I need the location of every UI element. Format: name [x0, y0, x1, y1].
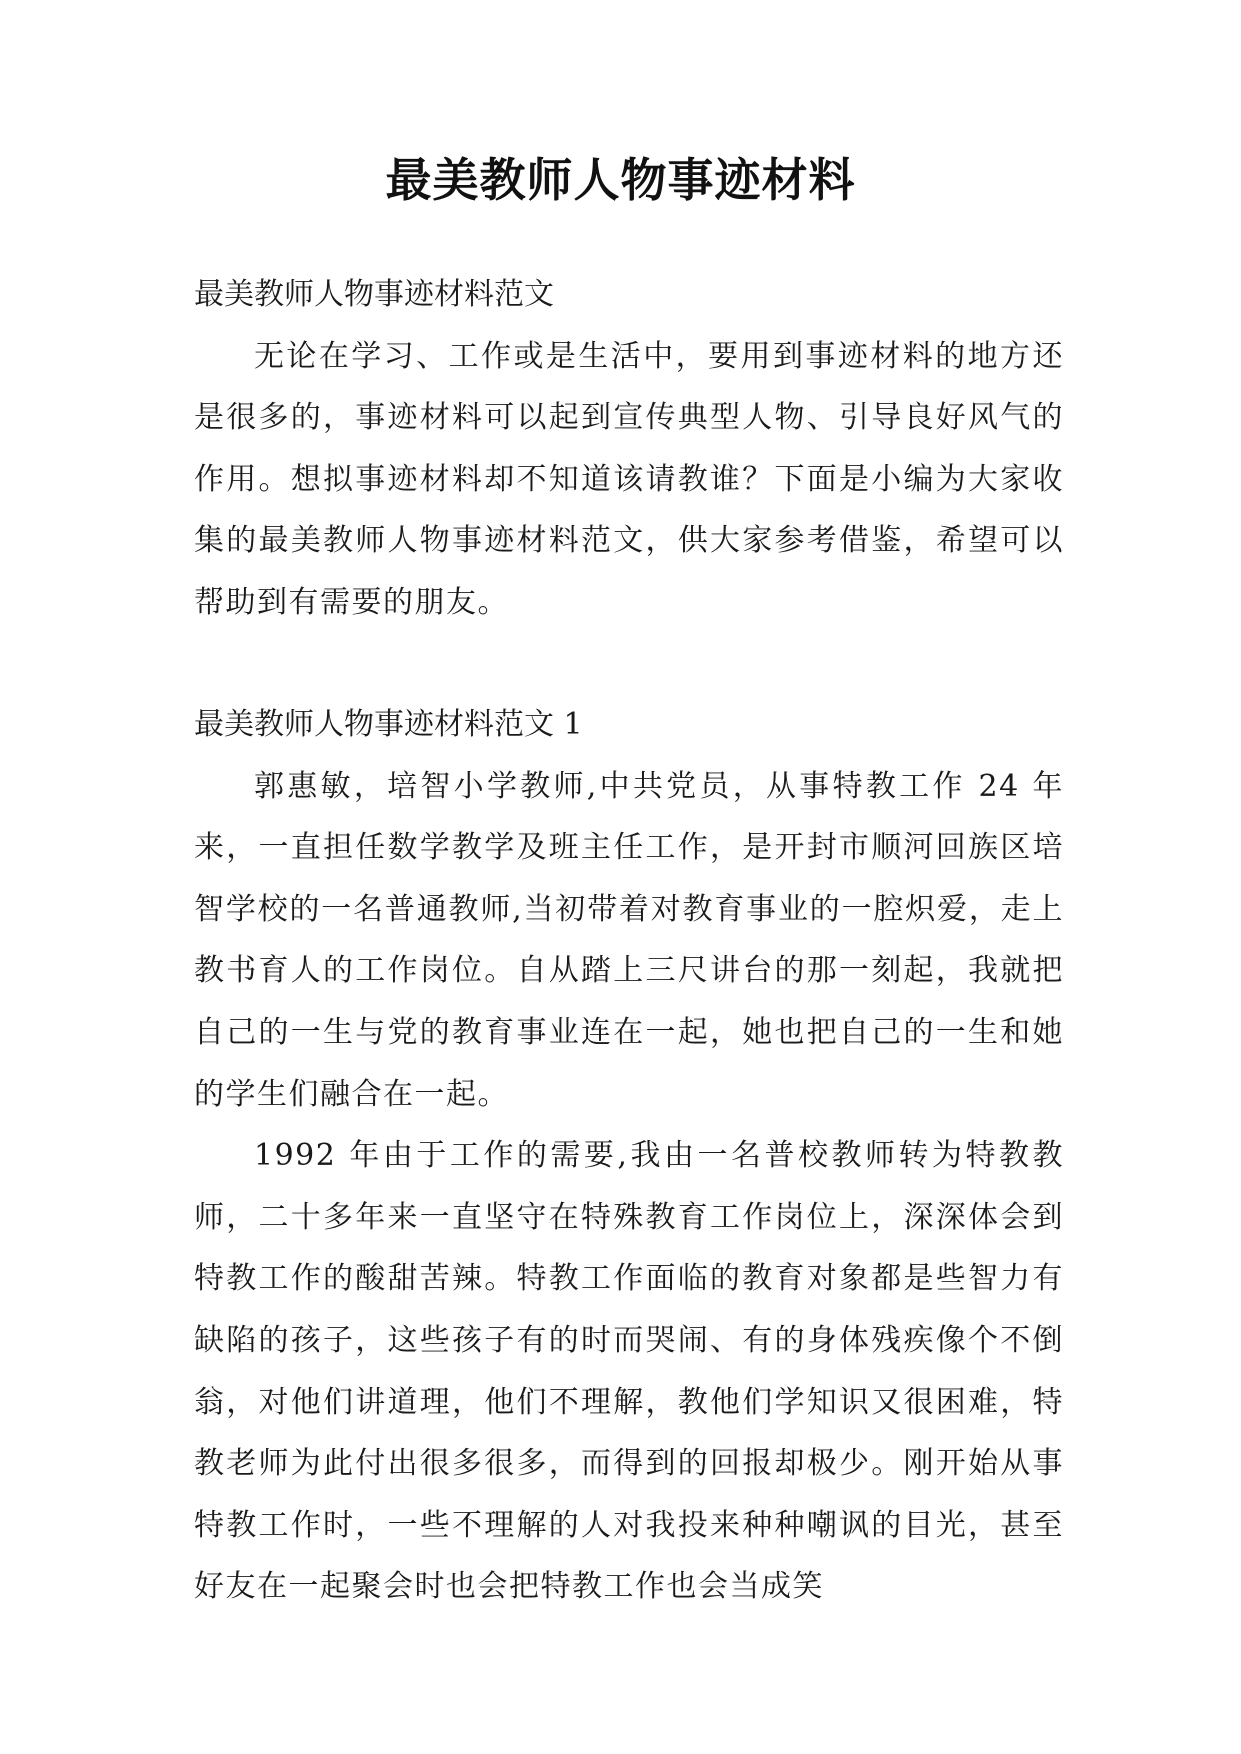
- intro-section: [194, 264, 1064, 634]
- intro-paragraph: 无论在学习、工作或是生活中，要用到事迹材料的地方还是很多的，事迹材料可以起到宣传典型人物、引导良好风气的作用。想拟事迹材料却不知道该请教谁？下面是小编为大家收集的最美教师人物事迹材料范文，供大家参考借鉴，希望可以帮助到有需要的朋友。: [194, 338, 1064, 620]
- section-1-heading: 最美教师人物事迹材料范文 1: [194, 707, 583, 742]
- document-title: 最美教师人物事迹材料: [385, 153, 856, 207]
- intro-heading: 最美教师人物事迹材料范文: [194, 277, 554, 312]
- section-1-paragraph-1: 郭惠敏，培智小学教师,中共党员，从事特教工作 24 年来，一直担任数学教学及班主任工作，是开封市顺河回族区培智学校的一名普通教师,当初带着对教育事业的一腔炽爱，走上教书育人的工作岗位。自从踏上三尺讲台的那一刻起，我就把自己的一生与党的教育事业连在一起，她也把自己的一生和她的学生们融合在一起。: [194, 768, 1064, 1112]
- section-1: [194, 694, 1064, 1618]
- section-1-paragraph-2: 1992 年由于工作的需要,我由一名普校教师转为特教教师，二十多年来一直坚守在特殊教育工作岗位上，深深体会到特教工作的酸甜苦辣。特教工作面临的教育对象都是些智力有缺陷的孩子，这些孩子有的时而哭闹、有的身体残疾像个不倒翁，对他们讲道理，他们不理解，教他们学知识又很困难，特教老师为此付出很多很多，而得到的回报却极少。刚开始从事特教工作时，一些不理解的人对我投来种种嘲讽的目光，甚至好友在一起聚会时也会把特教工作也会当成笑: [194, 1138, 1064, 1605]
